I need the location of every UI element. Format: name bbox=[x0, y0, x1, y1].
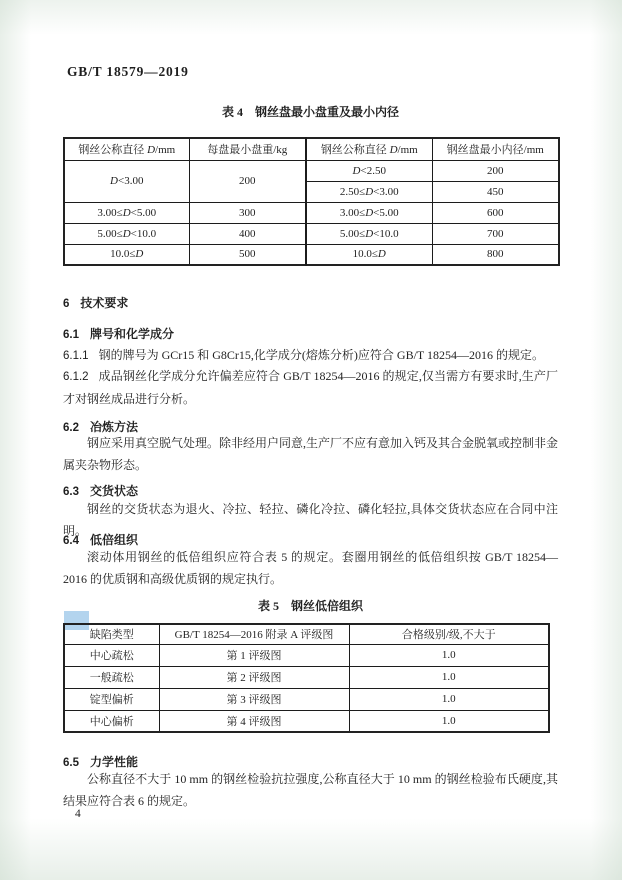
table4-cell-diameter: 5.00≤D<10.0 bbox=[306, 223, 432, 244]
section-6-heading bbox=[63, 294, 558, 311]
table-row bbox=[64, 223, 559, 244]
table-row bbox=[64, 666, 549, 688]
paragraph-6-1-2 bbox=[63, 365, 558, 410]
table4-header-cell: 钢丝公称直径 D/mm bbox=[306, 138, 432, 160]
table5-cell-defect: 中心疏松 bbox=[64, 644, 159, 666]
table4-header-cell: 钢丝公称直径 D/mm bbox=[64, 138, 189, 160]
table5-header-row bbox=[64, 624, 549, 644]
table-row bbox=[64, 644, 549, 666]
section-number: 6.3 bbox=[63, 486, 79, 498]
table4-title bbox=[63, 103, 558, 120]
table4-cell-diameter: 2.50≤D<3.00 bbox=[306, 181, 432, 202]
table5-cell-chart: 第 2 评级图 bbox=[159, 666, 349, 688]
section-title: 牌号和化学成分 bbox=[90, 327, 175, 341]
paragraph-text: 公称直径不大于 10 mm 的钢丝检验抗拉强度,公称直径大于 10 mm 的钢丝检验布氏硬度,其结果应符合表 6 的规定。 bbox=[63, 772, 558, 808]
paragraph-6-5 bbox=[63, 768, 558, 812]
table4-title-text: 钢丝盘最小盘重及最小内径 bbox=[255, 105, 400, 119]
paragraph-6-1-1 bbox=[63, 344, 558, 367]
section-title: 交货状态 bbox=[90, 484, 139, 498]
table5-header-cell: 缺陷类型 bbox=[64, 624, 159, 644]
table4-cell-diameter: 3.00≤D<5.00 bbox=[306, 202, 432, 223]
table5-cell-chart: 第 4 评级图 bbox=[159, 710, 349, 732]
table4-cell-weight: 200 bbox=[189, 160, 306, 202]
table4-grid bbox=[63, 137, 560, 266]
section-6-1-heading bbox=[63, 325, 558, 342]
paragraph-number: 6.1.2 bbox=[63, 371, 89, 383]
table5-cell-grade: 1.0 bbox=[349, 688, 549, 710]
section-title: 冶炼方法 bbox=[90, 420, 139, 434]
paragraph-text: 成品钢丝化学成分允许偏差应符合 GB/T 18254—2016 的规定,仅当需方有要求时,生产厂才对钢丝成品进行分析。 bbox=[63, 369, 558, 406]
table4 bbox=[63, 137, 558, 266]
table-row bbox=[64, 710, 549, 732]
table4-cell-diameter: 10.0≤D bbox=[64, 244, 189, 265]
section-6-3-heading bbox=[63, 482, 558, 499]
table4-header-row bbox=[64, 138, 559, 160]
table5-header-cell: 合格级别/级,不大于 bbox=[349, 624, 549, 644]
table4-cell-inner-diameter: 600 bbox=[432, 202, 559, 223]
section-number: 6.5 bbox=[63, 757, 79, 769]
table4-cell-diameter: 3.00≤D<5.00 bbox=[64, 202, 189, 223]
table5-cell-defect: 中心偏析 bbox=[64, 710, 159, 732]
table5-grid bbox=[63, 623, 550, 733]
table4-cell-inner-diameter: 200 bbox=[432, 160, 559, 181]
paragraph-text: 滚动体用钢丝的低倍组织应符合表 5 的规定。套圈用钢丝的低倍组织按 GB/T 18254—2016 的优质钢和高级优质钢的规定执行。 bbox=[63, 550, 558, 586]
table5 bbox=[63, 623, 548, 733]
table5-cell-grade: 1.0 bbox=[349, 710, 549, 732]
table5-cell-defect: 锭型偏析 bbox=[64, 688, 159, 710]
table5-cell-grade: 1.0 bbox=[349, 644, 549, 666]
table4-header-cell: 每盘最小盘重/kg bbox=[189, 138, 306, 160]
paragraph-text: 钢应采用真空脱气处理。除非经用户同意,生产厂不应有意加入钙及其合金脱氧或控制非金属夹杂物形态。 bbox=[63, 436, 559, 472]
table-row bbox=[64, 202, 559, 223]
table4-cell-weight: 400 bbox=[189, 223, 306, 244]
section-title: 低倍组织 bbox=[90, 533, 139, 547]
table5-cell-defect: 一般疏松 bbox=[64, 666, 159, 688]
page-number: 4 bbox=[75, 808, 81, 820]
section-number: 6.1 bbox=[63, 329, 79, 341]
table4-cell-diameter: D<3.00 bbox=[64, 160, 189, 202]
table4-cell-diameter: D<2.50 bbox=[306, 160, 432, 181]
paragraph-text: 钢丝的交货状态为退火、冷拉、轻拉、磷化冷拉、磷化轻拉,具体交货状态应在合同中注明。 bbox=[63, 502, 558, 538]
table4-title-label: 表 4 bbox=[221, 105, 243, 119]
table5-header-cell: GB/T 18254—2016 附录 A 评级图 bbox=[159, 624, 349, 644]
table5-title-text: 钢丝低倍组织 bbox=[291, 599, 364, 613]
table5-title-label: 表 5 bbox=[257, 599, 279, 613]
table4-cell-inner-diameter: 700 bbox=[432, 223, 559, 244]
table-row bbox=[64, 160, 559, 181]
table5-cell-chart: 第 3 评级图 bbox=[159, 688, 349, 710]
table-row bbox=[64, 688, 549, 710]
table5-cell-grade: 1.0 bbox=[349, 666, 549, 688]
section-number: 6 bbox=[63, 298, 70, 310]
table4-cell-diameter: 5.00≤D<10.0 bbox=[64, 223, 189, 244]
paragraph-number: 6.1.1 bbox=[63, 350, 89, 362]
table5-cell-chart: 第 1 评级图 bbox=[159, 644, 349, 666]
table4-cell-weight: 300 bbox=[189, 202, 306, 223]
paragraph-text: 钢的牌号为 GCr15 和 G8Cr15,化学成分(熔炼分析)应符合 GB/T 18254—2016 的规定。 bbox=[98, 348, 545, 362]
table-row bbox=[64, 244, 559, 265]
table4-header-cell: 钢丝盘最小内径/mm bbox=[432, 138, 559, 160]
table5-title bbox=[63, 597, 558, 614]
section-title: 力学性能 bbox=[90, 755, 139, 769]
paragraph-6-2 bbox=[63, 432, 558, 476]
table4-cell-weight: 500 bbox=[189, 244, 306, 265]
table4-cell-diameter: 10.0≤D bbox=[306, 244, 432, 265]
table4-cell-inner-diameter: 800 bbox=[432, 244, 559, 265]
table4-cell-inner-diameter: 450 bbox=[432, 181, 559, 202]
section-number: 6.2 bbox=[63, 422, 79, 434]
section-number: 6.4 bbox=[63, 535, 79, 547]
section-title: 技术要求 bbox=[80, 296, 129, 310]
paragraph-6-4 bbox=[63, 546, 558, 590]
doc-code: GB/T 18579—2019 bbox=[67, 64, 189, 79]
